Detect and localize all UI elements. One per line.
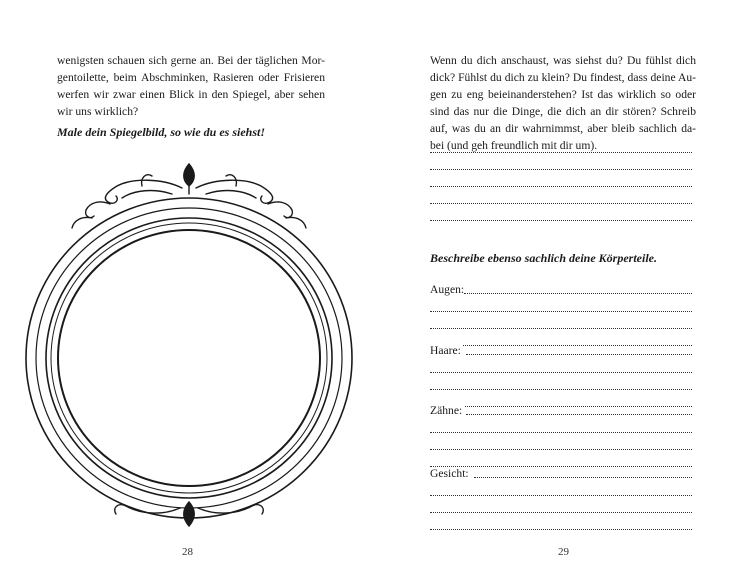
- writing-line[interactable]: [430, 512, 692, 513]
- writing-line[interactable]: [430, 152, 692, 153]
- writing-line[interactable]: [430, 432, 692, 433]
- paragraph-line: werfen wir zwar einen Blick in den Spiegel, aber sehen: [57, 88, 325, 101]
- writing-line[interactable]: [430, 372, 692, 373]
- bottom-ornament: [115, 502, 264, 526]
- dotted-line: [466, 354, 692, 355]
- writing-line[interactable]: [430, 529, 692, 530]
- paragraph-line: dick? Fühlst du dich zu klein? Du findest, dass deine Au-: [430, 71, 696, 84]
- writing-line[interactable]: [430, 495, 692, 496]
- field-label: Haare:: [430, 344, 461, 357]
- writing-line[interactable]: [430, 389, 692, 390]
- dotted-line: [464, 293, 692, 294]
- page-number: 28: [182, 546, 193, 558]
- field-label: Augen:: [430, 283, 465, 296]
- writing-line[interactable]: [430, 345, 692, 346]
- paragraph-line: auf, was du an dir wahrnimmst, aber bleib sachlich da-: [430, 122, 696, 135]
- dotted-line: [474, 477, 692, 478]
- paragraph-line: Wenn du dich anschaust, was siehst du? Du fühlst dich: [430, 54, 696, 67]
- writing-line[interactable]: [430, 328, 692, 329]
- left-heading: Male dein Spiegelbild, so wie du es siehst!: [57, 125, 266, 139]
- left-paragraph: [57, 52, 325, 120]
- dotted-line: [466, 414, 692, 415]
- writing-line[interactable]: [430, 406, 692, 407]
- paragraph-line: gen zu eng beieinanderstehen? Ist das wirklich so oder: [430, 88, 696, 101]
- writing-line[interactable]: [430, 186, 692, 187]
- right-paragraph: [430, 52, 696, 154]
- right-heading: Beschreibe ebenso sachlich deine Körperteile.: [430, 251, 657, 265]
- paragraph-line: wenigsten schauen sich gerne an. Bei der täglichen Mor-: [57, 54, 325, 67]
- writing-line[interactable]: [430, 449, 692, 450]
- paragraph-line: wir uns wirklich?: [57, 105, 139, 118]
- paragraph-line: sind das nur die Dinge, die dich an dir stören? Schreib: [430, 105, 696, 118]
- writing-line[interactable]: [430, 169, 692, 170]
- paragraph-line: gentoilette, beim Abschminken, Rasieren oder Frisieren: [57, 71, 325, 84]
- paragraph-line: bei (und geh freundlich mit dir um).: [430, 139, 598, 152]
- field-label: Zähne:: [430, 404, 463, 417]
- writing-line[interactable]: [430, 203, 692, 204]
- field-label: Gesicht:: [430, 467, 469, 480]
- mirror-frame-illustration: [22, 158, 356, 530]
- writing-line[interactable]: [430, 311, 692, 312]
- writing-line[interactable]: [430, 220, 692, 221]
- page-number: 29: [558, 546, 569, 558]
